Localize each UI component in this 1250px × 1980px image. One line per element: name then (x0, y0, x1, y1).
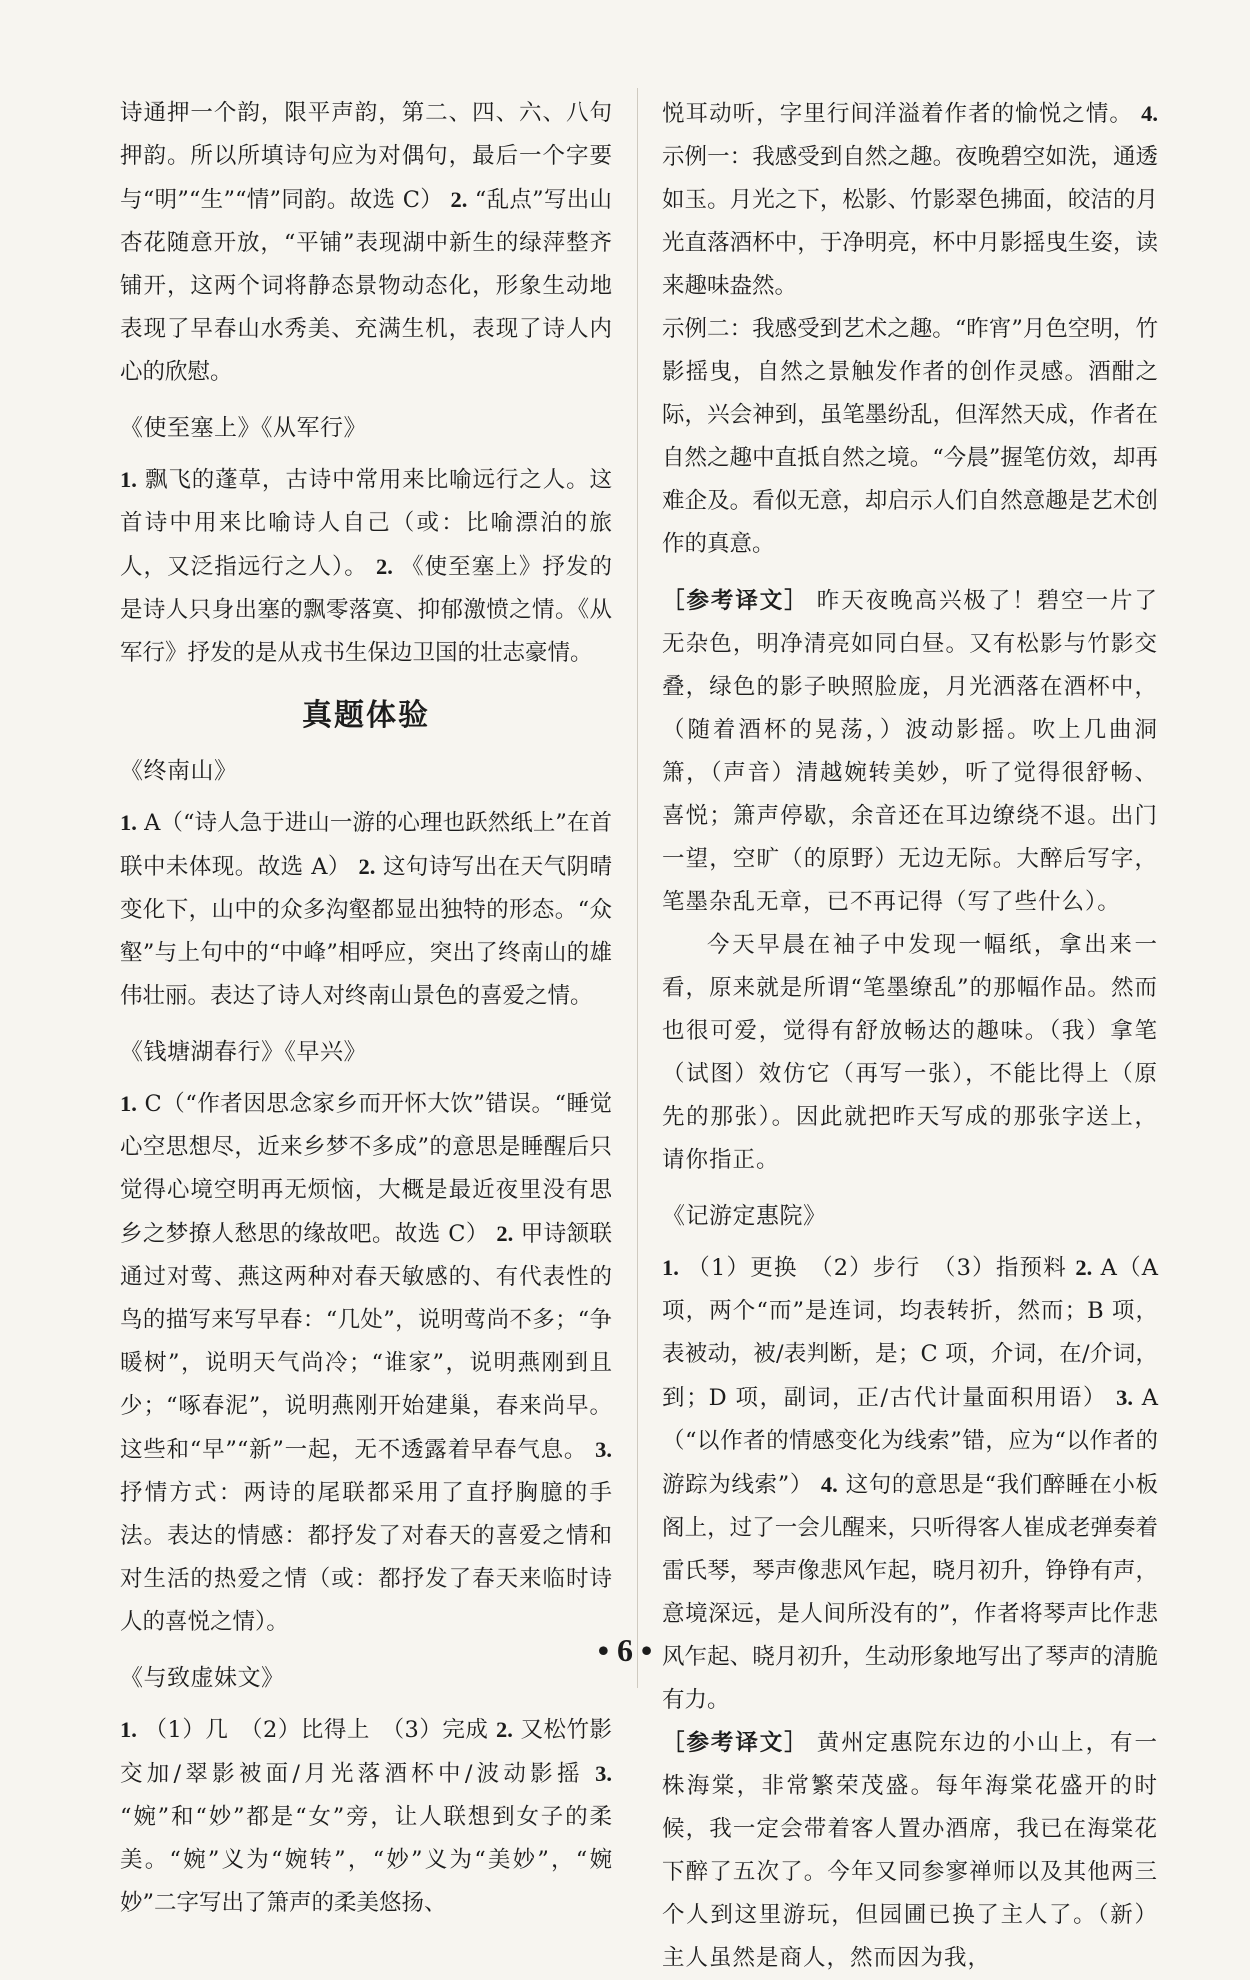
translation-one: ［参考译文］ 昨天夜晚高兴极了！碧空一片了无杂色，明净清亮如同白昼。又有松影与竹影交叠，绿色的影子映照脸庞，月光洒落在酒杯中，（随着酒杯的晃荡，）波动影摇。吹上几曲洞箫，（声音）清越婉转美妙，听了觉得很舒畅、喜悦；箫声停歇，余音还在耳边缭绕不退。出门一望，空旷（的原野）无边无际。大醉后写字，笔墨杂乱无章，已不再记得（写了些什么）。 (662, 588, 1158, 915)
title-qiantanghu: 《钱塘湖春行》《早兴》 (120, 1039, 367, 1065)
column-divider (637, 88, 638, 1688)
answer-qiantanghu: 1. C（“作者因思念家乡而开怀大饮”错误。“睡觉心空思想尽，近来乡梦不多成”的意思是睡醒后只觉得心境空明再无烦恼，大概是最近夜里没有思乡之梦撩人愁思的缘故吧。故选 C） 2. 甲诗颔联通过对莺、燕这两种对春天敏感的、有代表性的鸟的描写来写早春：“几处”，说明莺尚不多；“争暖树”，说明天气尚冷；“谁家”，说明燕刚到且少；“啄春泥”，说明燕刚开始建巢，春来尚早。这些和“早”“新”一起，无不透露着早春气息。 3. 抒情方式：两诗的尾联都采用了直抒胸臆的手法。表达的情感：都抒发了对春天的喜爱之情和对生活的热爱之情（或：都抒发了春天来临时诗人的喜悦之情）。 (120, 1091, 613, 1635)
title-yuzhixumeiwen: 《与致虚妹文》 (120, 1665, 285, 1691)
page-number: • 6 • (597, 1632, 653, 1668)
title-shizhisaishang: 《使至塞上》《从军行》 (120, 415, 367, 441)
translation-two: ［参考译文］ 黄州定惠院东边的小山上，有一株海棠，非常繁荣茂盛。每年海棠花盛开的时候，我一定会带着客人置办酒席，我已在海棠花下醉了五次了。今年又同参寥禅师以及其他两三个人到这里游玩，但园圃已换了主人了。（新）主人虽然是商人，然而因为我， (662, 1730, 1158, 1971)
section-heading: 真题体验 (302, 698, 430, 733)
answer-zhongnanshan: 1. A（“诗人急于进山一游的心理也跃然纸上”在首联中未体现。故选 A） 2. 这句诗写出在天气阴晴变化下，山中的众多沟壑都显出独特的形态。“众壑”与上句中的“中峰”相呼应，突出了终南山的雄伟壮丽。表达了诗人对终南山景色的喜爱之情。 (120, 810, 612, 1009)
continued-answer: 悦耳动听，字里行间洋溢着作者的愉悦之情。 4. 示例一：我感受到自然之趣。夜晚碧空如洗，通透如玉。月光之下，松影、竹影翠色拂面，皎洁的月光直落酒杯中，于净明亮，杯中月影摇曳生姿，读来趣味盎然。 (662, 101, 1158, 299)
title-jiyoudinghuiyuan: 《记游定惠院》 (662, 1203, 827, 1229)
example-two: 示例二：我感受到艺术之趣。“昨宵”月色空明，竹影摇曳，自然之景触发作者的创作灵感。酒酣之际，兴会神到，虽笔墨纷乱，但浑然天成，作者在自然之趣中直抵自然之境。“今晨”握笔仿效，却再难企及。看似无意，却启示人们自然意趣是艺术创作的真意。 (662, 316, 1158, 557)
title-zhongnanshan: 《终南山》 (120, 758, 238, 784)
answer-yuzhixumeiwen: 1. （1）几 （2）比得上 （3）完成 2. 又松竹影交加/翠影被面/月光落酒杯中/波动影摇 3. “婉”和“妙”都是“女”旁，让人联想到女子的柔美。“婉”义为“婉转”，“妙”义为“美妙”，“婉妙”二字写出了箫声的柔美悠扬、 (120, 1717, 613, 1916)
translation-one-continued: 今天早晨在袖子中发现一幅纸，拿出来一看，原来就是所谓“笔墨缭乱”的那幅作品。然而也很可爱，觉得有舒放畅达的趣味。（我）拿笔（试图）效仿它（再写一张），不能比得上（原先的那张）。因此就把昨天写成的那张字送上，请你指正。 (662, 932, 1158, 1173)
answer-jiyoudinghuiyuan: 1. （1）更换 （2）步行 （3）指预料 2. A（A 项，两个“而”是连词，均表转折，然而；B 项，表被动，被/表判断，是；C 项，介词，在/介词，到；D 项，副词，正/古代计量面积用语） 3. A（“以作者的情感变化为线索”错，应为“以作者的游踪为线索”） 4. 这句的意思是“我们醉睡在小板阁上，过了一会儿醒来，只听得客人崔成老弹奏着雷氏琴，琴声像悲风乍起，晓月初升，铮铮有声，意境深远，是人间所没有的”，作者将琴声比作悲风乍起、晓月初升，生动形象地写出了琴声的清脆有力。 (662, 1255, 1159, 1713)
intro-paragraph: 诗通押一个韵，限平声韵，第二、四、六、八句押韵。所以所填诗句应为对偶句，最后一个字要与“明”“生”“情”同韵。故选 C） 2. “乱点”写出山杏花随意开放，“平铺”表现湖中新生的绿萍整齐铺开，这两个词将静态景物动态化，形象生动地表现了早春山水秀美、充满生机，表现了诗人内心的欣慰。 (120, 100, 613, 385)
answer-shizhisaishang: 1. 飘飞的蓬草，古诗中常用来比喻远行之人。这首诗中用来比喻诗人自己（或：比喻漂泊的旅人，又泛指远行之人）。 2. 《使至塞上》抒发的是诗人只身出塞的飘零落寞、抑郁激愤之情。《从军行》抒发的是从戎书生保边卫国的壮志豪情。 (120, 467, 612, 666)
right-column (662, 92, 1158, 1980)
